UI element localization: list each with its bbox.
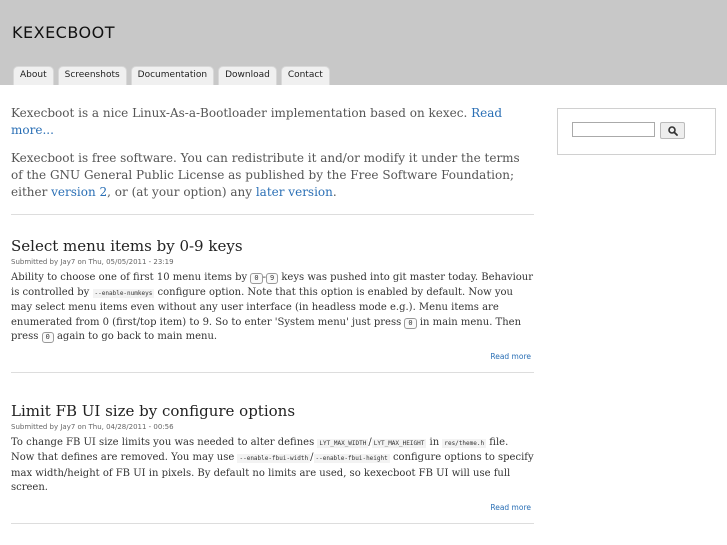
dash: - — [262, 272, 266, 283]
intro-paragraph-1 — [11, 105, 534, 139]
search-button[interactable] — [660, 122, 685, 139]
site-header — [0, 0, 727, 85]
post-select-menu-items — [11, 237, 534, 361]
read-more-link[interactable]: Read more — [490, 502, 531, 512]
code-define: LYT_MAX_WIDTH — [319, 439, 367, 447]
read-more-link[interactable]: Read more — [490, 351, 531, 361]
site-name[interactable]: KEXECBOOT — [12, 23, 115, 42]
post-title[interactable]: Select menu items by 0-9 keys — [11, 237, 243, 255]
intro-paragraph-2 — [11, 150, 534, 201]
slash: / — [310, 452, 314, 463]
divider — [11, 523, 534, 524]
intro-text-4: . — [332, 185, 337, 199]
intro-text-2: Kexecboot is free software. You can redistribute it and/or modify it under the terms of the GNU General Public License as published by the Free Software Foundation; either — [11, 151, 520, 199]
read-more-link[interactable]: Read more... — [11, 106, 503, 137]
key-9: 9 — [266, 273, 278, 284]
tab-documentation[interactable]: Documentation — [131, 66, 214, 85]
body-text: in main menu. Then press — [11, 316, 522, 342]
key-0: 0 — [404, 318, 416, 329]
code-define: LYT_MAX_HEIGHT — [373, 439, 425, 447]
intro-text-3: , or (at your option) any — [107, 185, 253, 199]
divider — [11, 214, 534, 215]
key-0: 0 — [42, 332, 54, 343]
version-2-link[interactable]: version 2 — [51, 185, 108, 199]
post-limit-fb-ui — [11, 402, 534, 512]
body-text: Ability to choose one of first 10 menu items by — [11, 272, 248, 283]
primary-nav — [13, 66, 330, 85]
body-text: again to go back to main menu. — [56, 331, 218, 342]
body-text: in — [429, 436, 440, 448]
main-content — [11, 105, 534, 524]
body-text: configure options to specify max width/height of FB UI in pixels. By default no limits are used, so kexecboot FB UI will use full screen. — [11, 452, 534, 493]
code-option: --enable-fbui-height — [315, 455, 388, 462]
body-text: To change FB UI size limits you was needed to alter defines — [11, 436, 315, 448]
intro-text-1: Kexecboot is a nice Linux-As-a-Bootloader implementation based on kexec. — [11, 106, 468, 120]
post-title[interactable]: Limit FB UI size by configure options — [11, 401, 296, 420]
divider — [11, 372, 534, 373]
post-read-more — [11, 503, 531, 512]
search-input[interactable] — [572, 122, 655, 137]
search-block — [557, 108, 716, 155]
code-option: --enable-numkeys — [94, 289, 153, 297]
tab-about[interactable]: About — [13, 66, 54, 85]
body-text: keys was pushed into git master today. Behaviour is controlled by — [11, 272, 534, 298]
slash: / — [368, 436, 372, 448]
tab-contact[interactable]: Contact — [281, 66, 330, 85]
tab-screenshots[interactable]: Screenshots — [58, 66, 127, 85]
code-file: res/theme.h — [444, 439, 485, 447]
later-version-link[interactable]: later version — [255, 185, 333, 199]
key-0: 0 — [250, 273, 262, 284]
tab-download[interactable]: Download — [218, 66, 277, 85]
code-option: --enable-fbui-width — [239, 455, 309, 462]
body-text: file. Now that defines are removed. You may use — [11, 436, 509, 463]
body-text: configure option. Note that this option is enabled by default. Now you may select menu items even without any user interface (in headless mode e.g.). Menu items are enumerated from 0 (first/top item) to 9. So to enter 'System menu' just press — [11, 286, 513, 328]
post-read-more — [11, 352, 531, 361]
post-body — [11, 436, 534, 496]
post-body — [11, 271, 534, 345]
search-icon — [668, 126, 678, 136]
post-submitted: Submitted by Jay7 on Thu, 04/28/2011 - 00:56 — [11, 422, 174, 431]
post-submitted: Submitted by Jay7 on Thu, 05/05/2011 - 23:19 — [11, 258, 174, 266]
